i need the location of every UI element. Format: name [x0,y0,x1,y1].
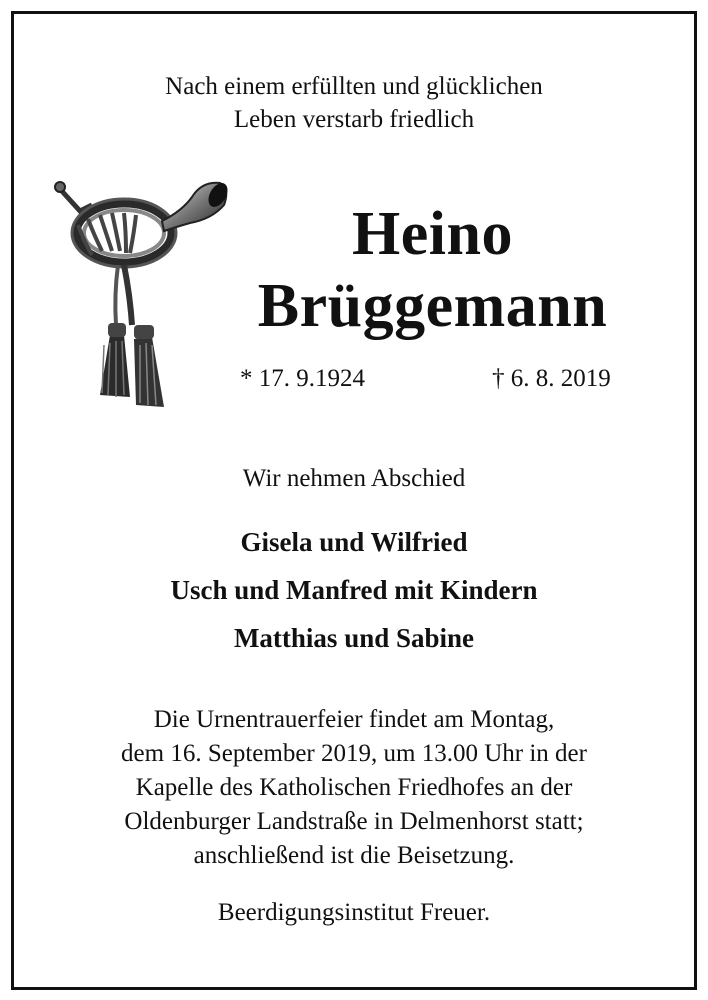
mourner-line: Matthias und Sabine [233,623,475,653]
mourners-list [0,518,708,662]
death-date: † 6. 8. 2019 [492,365,611,392]
hunting-horn-icon [52,175,230,415]
service-line: Kapelle des Katholischen Friedhofes an der [135,774,573,801]
mourner-line: Usch und Manfred mit Kindern [170,575,538,605]
farewell-text: Wir nehmen Abschied [242,465,466,492]
birth-date: * 17. 9.1924 [240,365,365,392]
undertaker-text: Beerdigungsinstitut Freuer. [217,899,491,926]
last-name: Brüggemann [257,272,608,340]
service-line: anschließend ist die Beisetzung. [193,842,515,869]
intro-text [0,70,708,136]
service-line: Die Urnentrauerfeier findet am Montag, [153,706,555,733]
intro-line-1: Nach einem erfüllten und glücklichen [165,73,543,100]
first-name: Heino [352,200,513,268]
service-line: dem 16. September 2019, um 13.00 Uhr in der [121,740,587,767]
deceased-name [230,198,635,342]
mourner-line: Gisela und Wilfried [240,527,468,557]
intro-line-2: Leben verstarb friedlich [233,106,475,133]
service-line: Oldenburger Landstraße in Delmenhorst statt; [124,808,584,835]
service-details [0,703,708,873]
